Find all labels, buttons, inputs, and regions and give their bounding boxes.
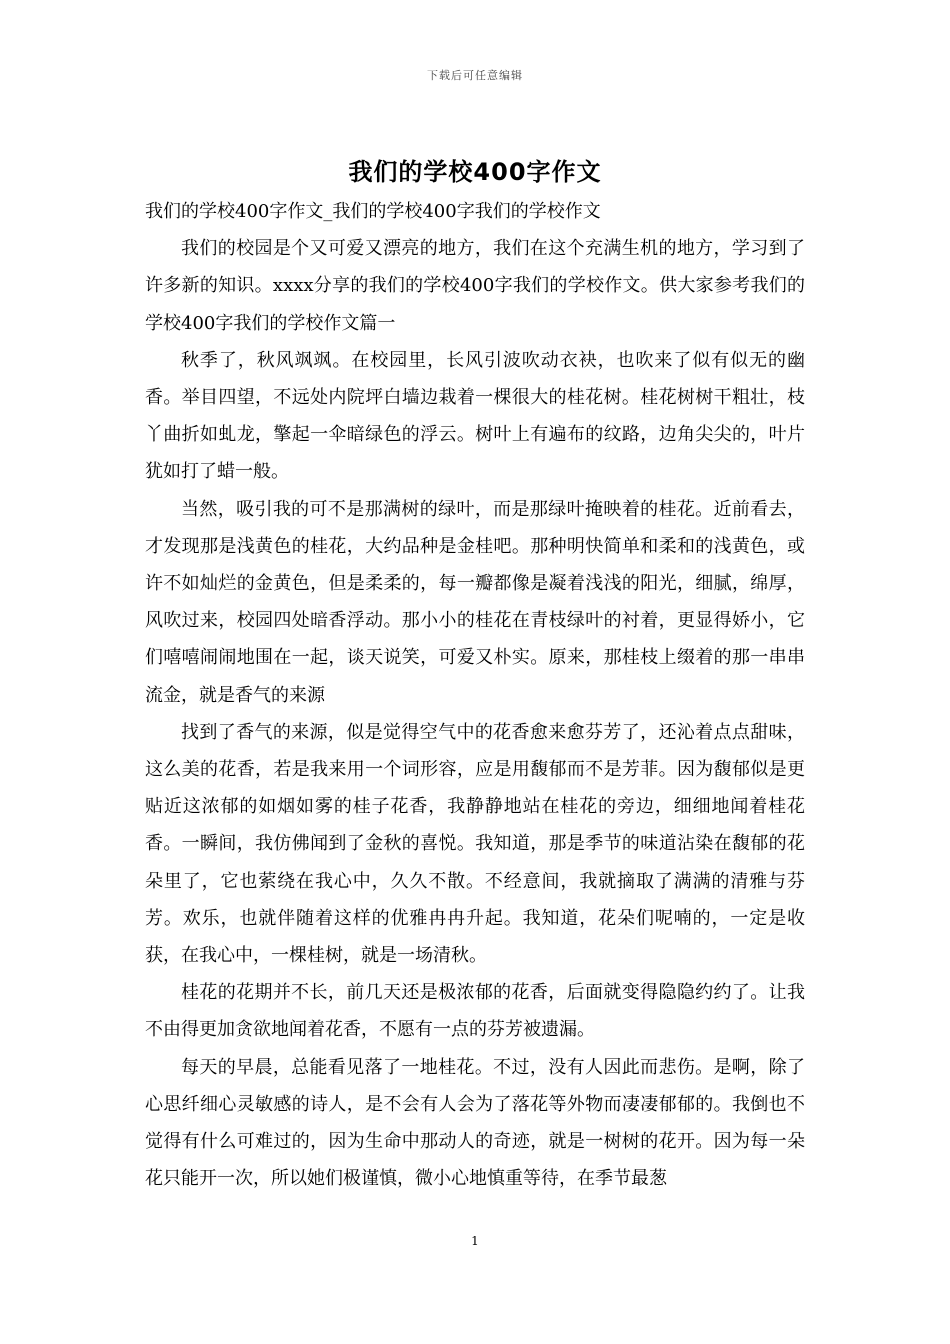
document-subtitle: 我们的学校400字作文_我们的学校400字我们的学校作文 <box>145 201 601 222</box>
header-note: 下载后可任意编辑 <box>427 69 523 82</box>
paragraph-autumn: 秋季了，秋风飒飒。在校园里，长风引波吹动衣袂，也吹来了似有似无的幽香。举目四望，不远处内院坪白墙边栽着一棵很大的桂花树。桂花树树干粗壮，枝丫曲折如虬龙，擎起一伞暗绿色的浮云。树叶上有遍布的纹路，边角尖尖的，叶片犹如打了蜡一般。 <box>145 349 805 483</box>
page-number: 1 <box>471 1234 479 1248</box>
paragraph-osmanthus-flowers: 当然，吸引我的可不是那满树的绿叶，而是那绿叶掩映着的桂花。近前看去，才发现那是浅黄色的桂花，大约品种是金桂吧。那种明快简单和柔和的浅黄色，或许不如灿烂的金黄色，但是柔柔的，每一瓣都像是凝着浅浅的阳光，细腻，绵厚，风吹过来，校园四处暗香浮动。那小小的桂花在青枝绿叶的衬着，更显得娇小，它们嘻嘻闹闹地围在一起，谈天说笑，可爱又朴实。原来，那桂枝上缀着的那一串串流金，就是香气的来源 <box>145 498 805 706</box>
paragraph-flowering-period: 桂花的花期并不长，前几天还是极浓郁的花香，后面就变得隐隐约约了。让我不由得更加贪欲地闻着花香，不愿有一点的芬芳被遗漏。 <box>145 982 805 1041</box>
document-body <box>145 193 805 1197</box>
paragraph-morning: 每天的早晨，总能看见落了一地桂花。不过，没有人因此而悲伤。是啊，除了心思纤细心灵敏感的诗人，是不会有人会为了落花等外物而凄凄郁郁的。我倒也不觉得有什么可难过的，因为生命中那动人的奇迹，就是一树树的花开。因为每一朵花只能开一次，所以她们极谨慎，微小心地慎重等待，在季节最葱 <box>145 1056 805 1190</box>
paragraph-intro: 我们的校园是个又可爱又漂亮的地方，我们在这个充满生机的地方，学习到了许多新的知识。xxxx分享的我们的学校400字我们的学校作文。供大家参考我们的学校400字我们的学校作文篇一 <box>145 238 805 334</box>
document-title: 我们的学校400字作文 <box>348 158 602 186</box>
paragraph-fragrance: 找到了香气的来源，似是觉得空气中的花香愈来愈芬芳了，还沁着点点甜味，这么美的花香，若是我来用一个词形容，应是用馥郁而不是芳菲。因为馥郁似是更贴近这浓郁的如烟如雾的桂子花香，我静静地站在桂花的旁边，细细地闻着桂花香。一瞬间，我仿佛闻到了金秋的喜悦。我知道，那是季节的味道沾染在馥郁的花朵里了，它也萦绕在我心中，久久不散。不经意间，我就摘取了满满的清雅与芬芳。欢乐，也就伴随着这样的优雅冉冉升起。我知道，花朵们呢喃的，一定是收获，在我心中，一棵桂树，就是一场清秋。 <box>145 721 805 967</box>
